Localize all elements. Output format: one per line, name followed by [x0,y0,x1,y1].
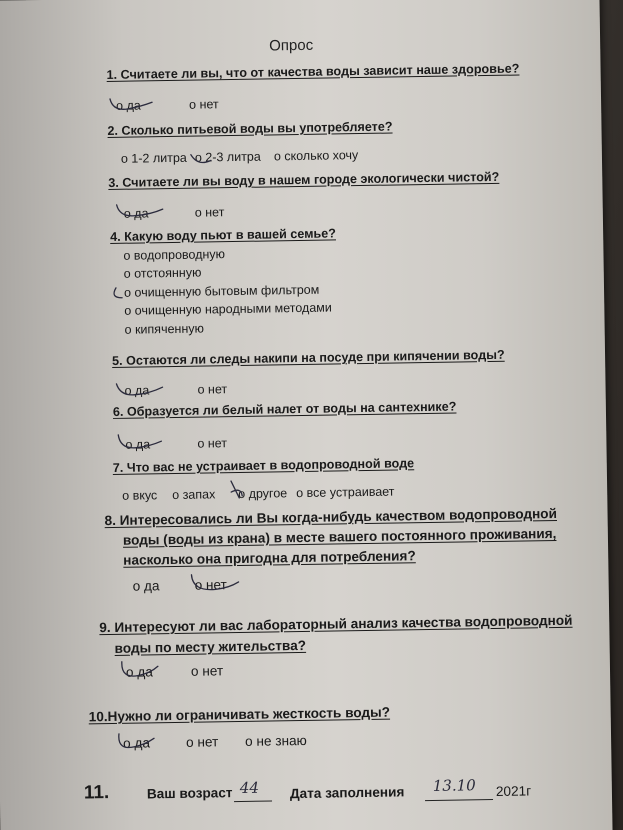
question-7: 7. Что вас не устраивает в водопроводной воде [112,456,415,475]
q2-option-3[interactable]: о сколько хочу [273,148,359,164]
q10-option-yes[interactable]: о да [122,735,151,751]
q1-yes-tick [110,98,152,109]
q8-option-no[interactable]: о нет [194,577,227,593]
question-2: 2. Сколько питьевой воды вы употребляете? [107,119,393,138]
q7-option-3[interactable]: о другое [238,486,288,501]
q7-option-2[interactable]: о запах [172,487,216,503]
q4-option-3[interactable]: о очищенную бытовым фильтром [123,282,320,300]
q9-option-yes[interactable]: о да [125,664,153,680]
q9-option-no[interactable]: о нет [190,663,224,679]
q2-option-2[interactable]: о 2-3 литра [194,149,261,165]
question-8-line-2: воды (воды из крана) в месте вашего постоянного проживания, [122,525,557,548]
question-8-line-3: насколько она пригодна для потребления? [123,548,416,568]
question-3: 3. Считаете ли вы воду в нашем городе экологически чистой? [108,169,500,190]
q4-option-5[interactable]: о кипяченную [124,321,205,337]
q3-option-yes[interactable]: о да [123,206,149,221]
q6-option-no[interactable]: о нет [197,436,228,451]
question-11-number: 11. [83,782,110,804]
question-9-line-2: воды по месту жительства? [114,637,307,656]
q5-option-yes[interactable]: о да [124,383,150,398]
question-4: 4. Какую воду пьют в вашей семье? [110,226,337,244]
q5-yes-tick [116,383,162,398]
year-suffix: 2021г [495,783,532,799]
question-1: 1. Считаете ли вы, что от качества воды зависит наше здоровье? [106,61,520,82]
q3-yes-tick [117,204,163,216]
date-label: Дата заполнения [289,784,405,802]
q5-option-no[interactable]: о нет [197,382,228,397]
q6-option-yes[interactable]: о да [125,437,151,452]
age-handwritten-value[interactable]: 44 [239,778,260,797]
date-handwritten-value[interactable]: 13.10 [432,776,476,795]
q3-option-no[interactable]: о нет [194,205,225,220]
q4-option-1[interactable]: о водопроводную [123,247,226,263]
question-10: 10.Нужно ли ограничивать жесткость воды? [88,704,391,725]
q9-yes-tick [122,661,158,676]
q1-option-yes[interactable]: о да [115,98,141,113]
question-9-line-1: 9. Интересуют ли вас лабораторный анализ качества водопроводной [99,612,573,636]
question-8-line-1: 8. Интересовались ли Вы когда-нибудь качеством водопроводной [104,505,557,529]
age-label: Ваш возраст [146,785,233,802]
q2-option-1[interactable]: о 1-2 литра [120,150,187,166]
q7-other-mark [231,481,242,498]
q10-option-no[interactable]: о нет [185,734,219,750]
q4-option-4[interactable]: о очищенную народными методами [124,300,332,318]
q4-filter-tick [114,288,122,298]
question-5: 5. Остаются ли следы накипи на посуде при кипячении воды? [111,347,505,368]
q10-yes-tick [119,733,154,747]
q1-option-no[interactable]: о нет [188,97,219,112]
question-6: 6. Образуется ли белый налет от воды на сантехнике? [112,399,457,419]
q8-no-tick [191,574,238,593]
q7-option-1[interactable]: о вкус [122,488,158,503]
q10-option-dont-know[interactable]: о не знаю [244,732,307,749]
q8-option-yes[interactable]: о да [132,578,160,594]
q6-yes-tick [118,434,161,448]
q7-option-4[interactable]: о все устраивает [296,484,395,501]
q2-23-tick [191,154,211,162]
page-title: Опрос [269,36,314,55]
q4-option-2[interactable]: о отстоянную [123,265,202,281]
